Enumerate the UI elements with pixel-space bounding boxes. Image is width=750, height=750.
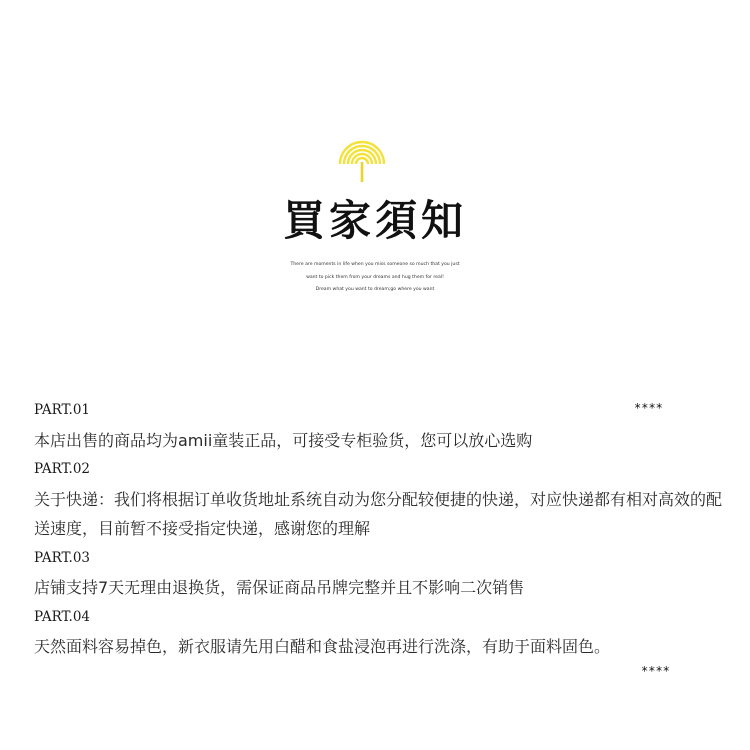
part-text: 店铺支持7天无理由退换货，需保证商品吊牌完整并且不影响二次销售	[34, 578, 525, 597]
yellow-fan-icon	[337, 132, 387, 184]
part-label: PART.03	[34, 549, 91, 566]
subtitle-line-3: Dream what you want to dream;go where you want	[315, 287, 435, 292]
part-text: 关于快递：我们将根据订单收货地址系统自动为您分配较便捷的快递，对应快递都有相对高效的配送速度，目前暂不接受指定快递，感谢您的理解	[34, 489, 723, 538]
part-label: PART.04	[34, 608, 91, 625]
part-section-4	[34, 603, 734, 662]
page-title: 買家須知	[282, 196, 467, 245]
part-text: 本店出售的商品均为amii童装正品，可接受专柜验货，您可以放心选购	[34, 430, 533, 450]
part-section-2	[34, 455, 734, 544]
subtitle-line-1: There are moments in life when you miss someone so much that you just	[290, 262, 460, 267]
stars-decoration-bottom: ****	[641, 664, 670, 678]
part-section-1	[34, 396, 734, 455]
part-label: PART.02	[34, 461, 91, 477]
part-section-3	[34, 544, 734, 603]
notice-list	[34, 396, 734, 662]
subtitle-line-2: want to pick them from your dreams and hug them for real!	[306, 275, 444, 280]
part-text: 天然面料容易掉色，新衣服请先用白醋和食盐浸泡再进行洗涤，有助于面料固色。	[34, 637, 611, 656]
stars-decoration-top: ****	[634, 401, 663, 415]
part-label: PART.01	[34, 402, 91, 418]
